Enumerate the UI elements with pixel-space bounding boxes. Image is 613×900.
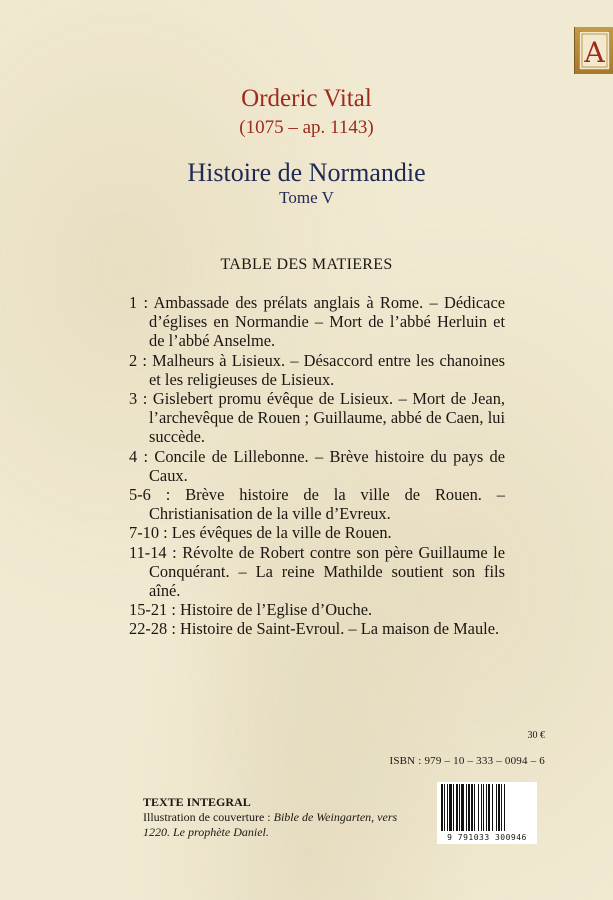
illustration-work: Bible de Weingarten, vers 1220. Le prophète Daniel. (143, 810, 398, 839)
publisher-logo (574, 27, 613, 74)
toc-entry: 11-14 : Révolte de Robert contre son père Guillaume le Conquérant. – La reine Mathilde soutient son fils aîné. (129, 542, 505, 601)
letter-a-logo-icon (579, 31, 610, 70)
toc-entry: 1 : Ambassade des prélats anglais à Rome. – Dédicace d’églises en Normandie – Mort de l’abbé Herluin et de l’abbé Anselme. (129, 293, 505, 351)
author-dates: (1075 – ap. 1143) (239, 117, 374, 138)
barcode-digits: 9 791033 300946 (447, 833, 527, 842)
toc-entry: 15-21 : Histoire de l’Eglise d’Ouche. (129, 600, 373, 620)
barcode (437, 782, 537, 844)
illustration-prefix: Illustration de couverture : (143, 810, 274, 824)
toc-heading: TABLE DES MATIERES (220, 256, 393, 273)
toc-entry: 7-10 : Les évêques de la ville de Rouen. (129, 523, 392, 543)
price-label: 30 € (527, 730, 545, 741)
book-title: Histoire de Normandie (187, 158, 426, 187)
logo-letter: A (584, 36, 605, 69)
integral-text-label: TEXTE INTEGRAL (143, 795, 251, 809)
toc-entry: 22-28 : Histoire de Saint-Evroul. – La maison de Maule. (129, 619, 500, 639)
toc-entry: 5-6 : Brève histoire de la ville de Rouen. – Christianisation de la ville d’Evreux. (129, 485, 505, 524)
toc-entry: 4 : Concile de Lillebonne. – Brève histoire du pays de Caux. (129, 446, 505, 485)
cover-illustration-credit (143, 810, 413, 840)
barcode-bars-icon (437, 782, 537, 834)
author-name: Orderic Vital (241, 85, 372, 112)
volume-label: Tome V (279, 188, 334, 207)
isbn-label: ISBN : 979 – 10 – 333 – 0094 – 6 (389, 755, 545, 767)
toc-entry: 2 : Malheurs à Lisieux. – Désaccord entre les chanoines et les religieuses de Lisieux. (129, 350, 505, 389)
table-of-contents (129, 293, 505, 639)
toc-entry: 3 : Gislebert promu évêque de Lisieux. – Mort de Jean, l’archevêque de Rouen ; Guillaume, abbé de Caen, lui succède. (129, 389, 505, 447)
